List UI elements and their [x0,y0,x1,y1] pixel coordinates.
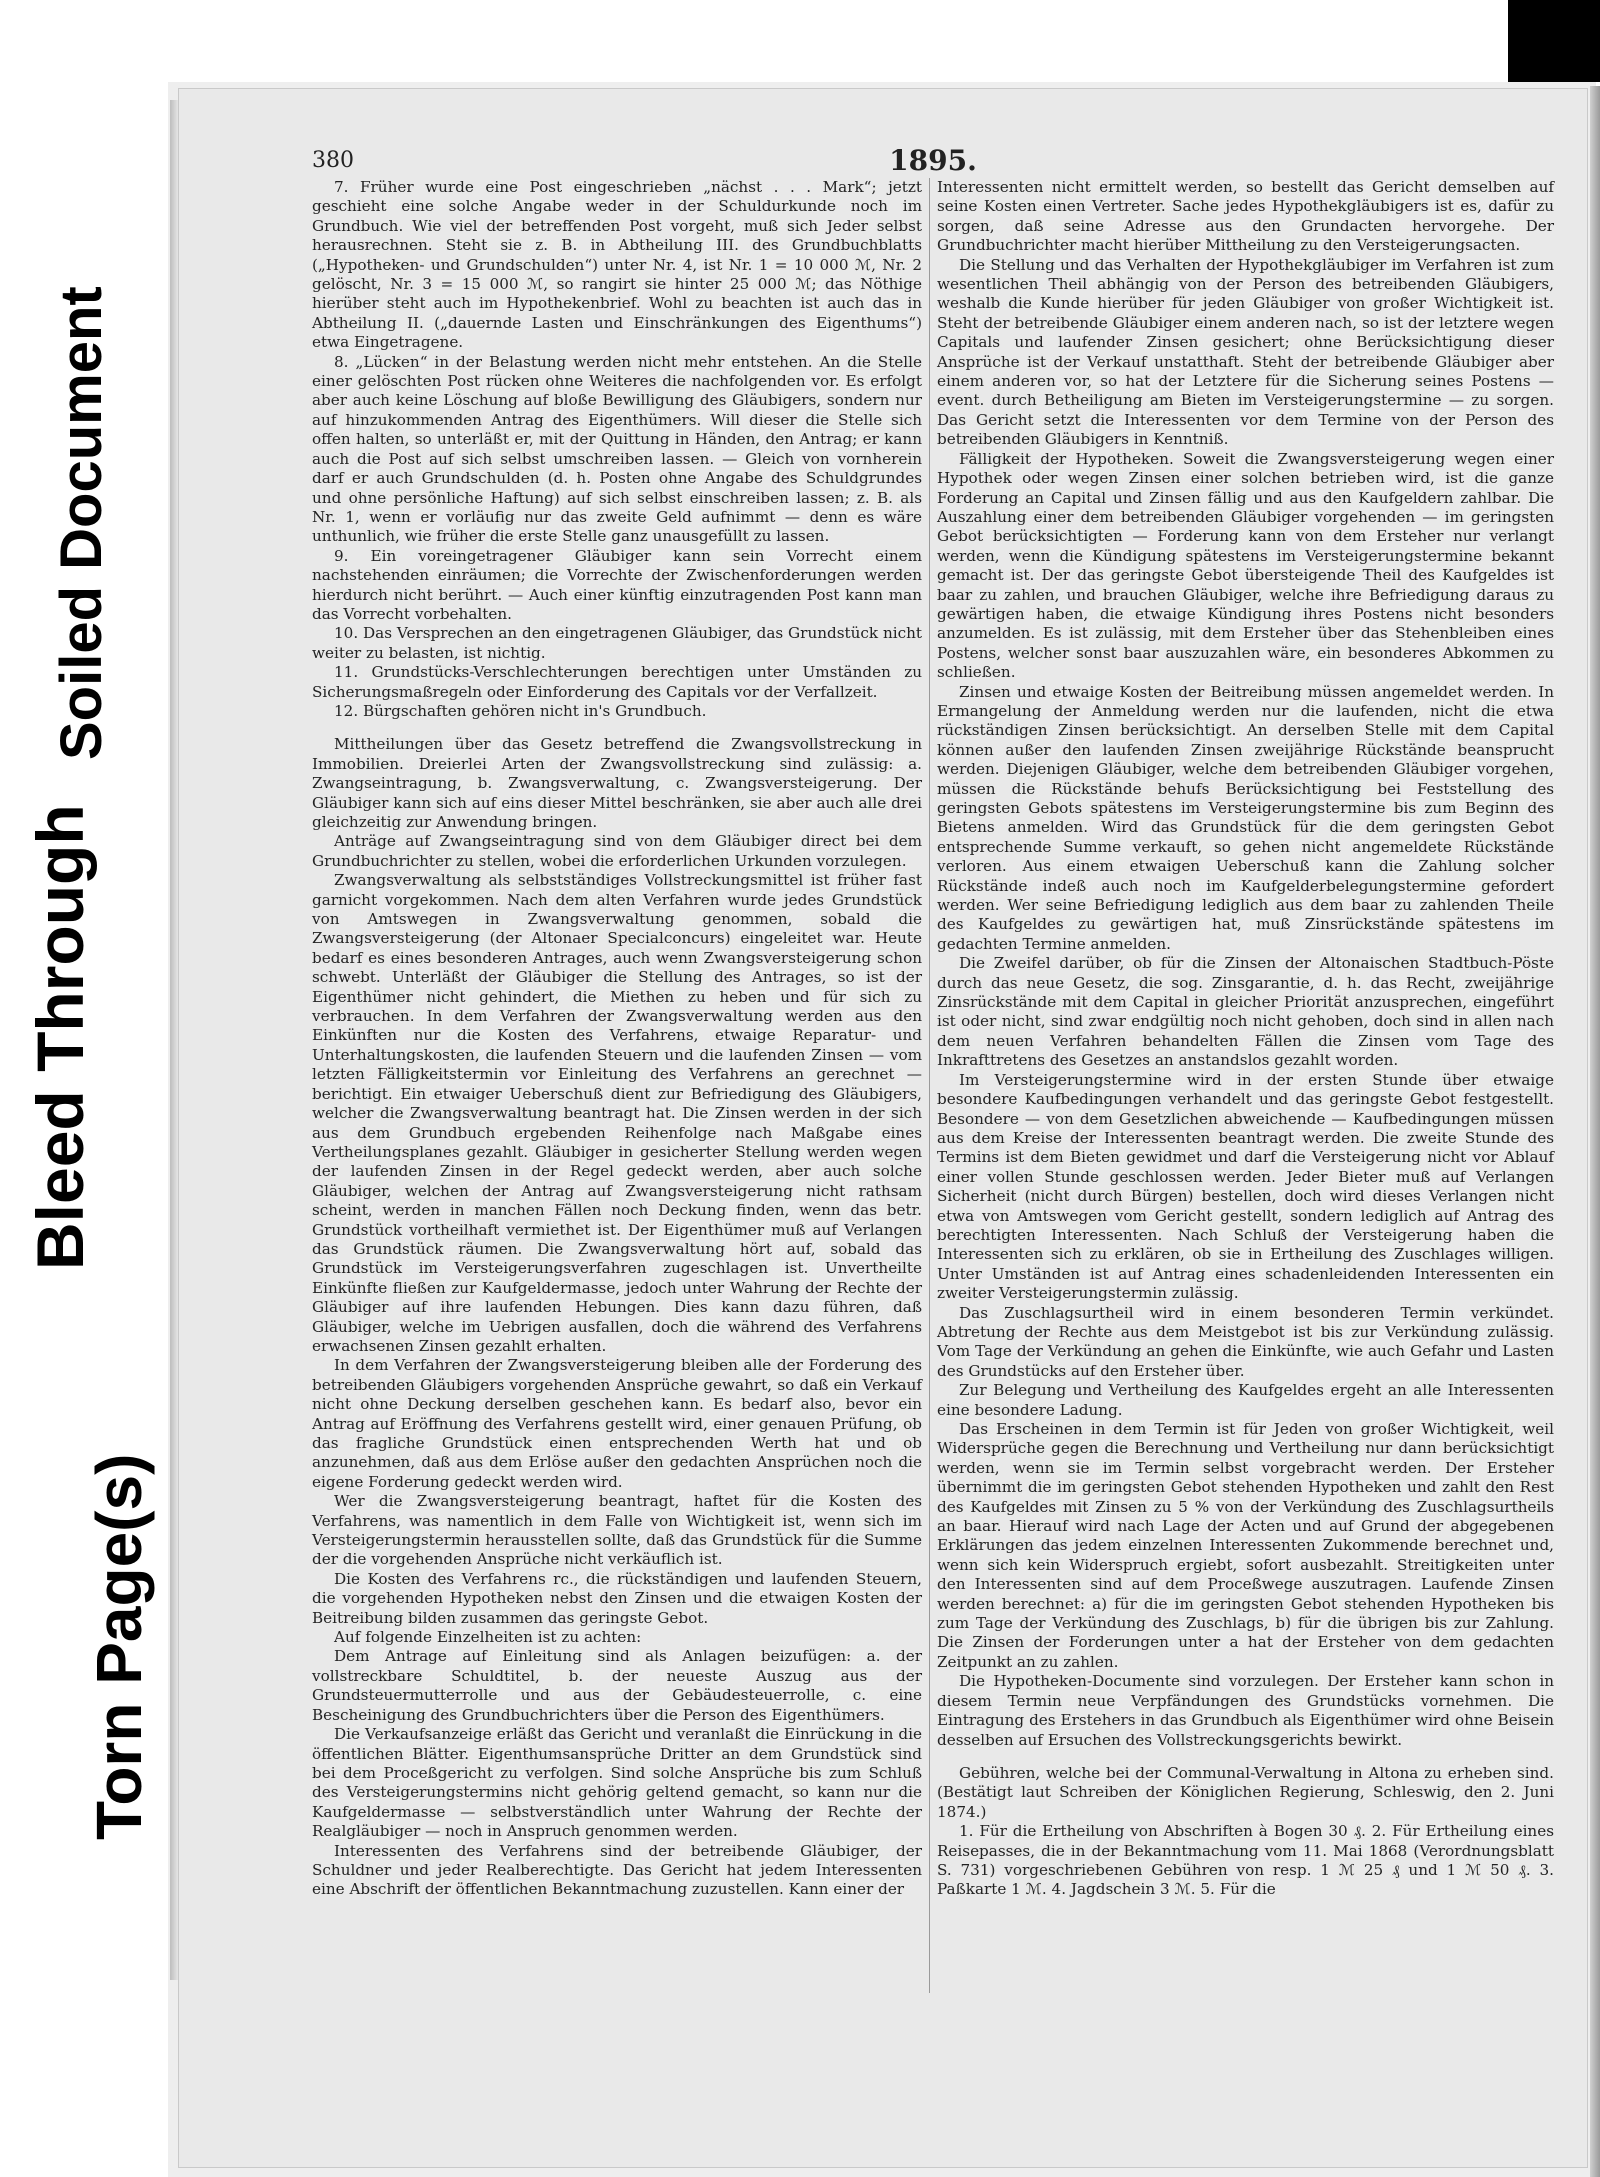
page-header [312,144,1554,178]
column-divider [929,178,930,1993]
paragraph: Anträge auf Zwangseintragung sind von dem Gläubiger direct bei dem Grundbuchrichter zu stellen, wobei die erforderlichen Urkunden vorzulegen. [312,832,922,870]
paragraph: Interessenten des Verfahrens sind der betreibende Gläubiger, der Schuldner und jeder Realberechtigte. Das Gericht hat jedem Interessenten eine Abschrift der öffentlichen Bekanntmachung zuzustellen. Kann einer der [312,1841,922,1899]
paragraph: Die Zweifel darüber, ob für die Zinsen der Altonaischen Stadtbuch-Pöste durch das neue Gesetz, die sog. Zinsgarantie, d. h. das Recht, zweijährige Zinsrückstände mit dem Capital in gleicher Priorität anzusprechen, eingeführt ist oder nicht, sind zwar endgültig noch nicht gehoben, doch sind in allen nach dem neuen Verfahren behandelten Fällen die Zinsen vom Tage des Inkrafttretens des Gesetzes an anstandslos gezahlt worden. [937,954,1554,1070]
paragraph: Die Verkaufsanzeige erläßt das Gericht und veranlaßt die Einrückung in die öffentlichen Blätter. Eigenthumsansprüche Dritter an dem Grundstück sind bei dem Proceßgericht zu verfolgen. Sind solche Ansprüche bis zum Schluß des Versteigerungstermins nicht gehörig geltend gemacht, so kann nur die Kaufgeldermasse — selbstverständlich unter Wahrung der Rechte der Realgläubiger — noch in Anspruch genommen werden. [312,1725,922,1841]
paragraph: 1. Für die Ertheilung von Abschriften à Bogen 30 ₰. 2. Für Ertheilung eines Reisepasses, die in der Bekanntmachung vom 11. Mai 1868 (Verordnungsblatt S. 731) vorgeschriebenen Gebühren von resp. 1 ℳ 25 ₰ und 1 ℳ 50 ₰. 3. Paßkarte 1 ℳ. 4. Jagdschein 3 ℳ. 5. Für die [937,1822,1554,1899]
scan-watermark-column [0,0,170,2177]
paragraph: Fälligkeit der Hypotheken. Soweit die Zwangsversteigerung wegen einer Hypothek oder wegen Zinsen einer solchen betrieben wird, ist die ganze Forderung an Capital und Zinsen fällig und aus den Kaufgeldern zahlbar. Die Auszahlung einer dem betreibenden Gläubiger vorgehenden — im geringsten Gebot berücksichtigten — Forderung kann von dem Ersteher nur verlangt werden, wenn die Kündigung spätestens im Versteigerungstermine bekannt gemacht ist. Der das geringste Gebot übersteigende Theil des Kaufgeldes ist baar zu zahlen, und brauchen Gläubiger, welche ihre Befriedigung daraus zu gewärtigen haben, die etwaige Kündigung ihres Postens nicht besonders anzumelden. Es ist zulässig, mit dem Ersteher über das Stehenbleiben eines Postens, welcher sonst baar auszuzahlen wäre, ein besonderes Abkommen zu schließen. [937,449,1554,682]
paragraph: 11. Grundstücks-Verschlechterungen berechtigen unter Umständen zu Sicherungsmaßregeln oder Einforderung des Capitals vor der Verfallzeit. [312,663,922,701]
soiled-document-label: Soiled Document [49,286,114,760]
paragraph: Zur Belegung und Vertheilung des Kaufgeldes ergeht an alle Interessenten eine besondere Ladung. [937,1381,1554,1419]
right-column [937,178,1554,1900]
scan-corner-block [1508,0,1600,82]
paragraph: 9. Ein voreingetragener Gläubiger kann sein Vorrecht einem nachstehenden einräumen; die Vorrechte der Zwischenforderungen werden hierdurch nicht berührt. — Auch einer künftig einzutragenden Post kann man das Vorrecht vorbehalten. [312,546,922,623]
page-edge-right [1590,86,1600,2177]
paragraph: Zwangsverwaltung als selbstständiges Vollstreckungsmittel ist früher fast garnicht vorgekommen. Nach dem alten Verfahren wurde jedes Grundstück von Amtswegen in Zwangsverwaltung genommen, sobald die Zwangsversteigerung (der Altonaer Specialconcurs) eingeleitet war. Heute bedarf es eines besonderen Antrages, auch wenn Zwangsversteigerung schon schwebt. Unterläßt der Gläubiger die Stellung des Antrages, so ist der Eigenthümer nicht gehindert, die Miethen zu heben und für sich zu verbrauchen. In dem Verfahren der Zwangsverwaltung werden aus den Einkünften nur die Kosten des Verfahrens, etwaige Reparatur- und Unterhaltungskosten, die laufenden Steuern und die laufenden Zinsen — vom letzten Fälligkeitstermin vor Einleitung des Verfahrens an gerechnet — berichtigt. Ein etwaiger Ueberschuß dient zur Befriedigung des Gläubigers, welcher die Zwangsverwaltung beantragt hat. Die Zinsen werden in der sich aus dem Grundbuch ergebenden Reihenfolge nach Maßgabe eines Vertheilungsplanes gezahlt. Gläubiger in gesicherter Stellung werden wegen der laufenden Zinsen in der Regel gedeckt werden, aber auch solche Gläubiger, welchen der Antrag auf Zwangsversteigerung nicht rathsam scheint, werden in manchen Fällen noch Deckung finden, wenn das betr. Grundstück vortheilhaft vermiethet ist. Der Eigenthümer muß auf Verlangen das Grundstück räumen. Die Zwangsverwaltung hört auf, sobald das Grundstück im Versteigerungsverfahren zugeschlagen ist. Unvertheilte Einkünfte fließen zur Kaufgeldermasse, jedoch unter Wahrung der Rechte der Gläubiger auf ihre laufenden Hebungen. Dies kann dazu führen, daß Gläubiger, welche im Uebrigen ausfallen, doch die während des Verfahrens erwachsenen Zinsen gezahlt erhalten. [312,871,922,1355]
bleed-through-label: Bleed Through [23,804,97,1270]
page-edge-left [170,100,178,1980]
paragraph: Im Versteigerungstermine wird in der ersten Stunde über etwaige besondere Kaufbedingungen verhandelt und das geringste Gebot festgestellt. Besondere — von dem Gesetzlichen abweichende — Kaufbedingungen müssen aus dem Kreise der Interessenten beantragt werden. Die zweite Stunde des Termins ist dem Bieten gewidmet und darf die Versteigerung nicht vor Ablauf einer vollen Stunde geschlossen werden. Jeder Bieter muß auf Verlangen Sicherheit (nicht durch Bürgen) bestellen, doch wird dieses Verlangen nicht etwa von Amtswegen vom Gericht gestellt, sondern lediglich auf Antrag des berechtigten Interessenten. Nach Schluß der Versteigerung haben die Interessenten sich zu erklären, ob sie in Ertheilung des Zuschlages willigen. Unter Umständen ist auf Antrag eines schadenleidenden Interessenten ein zweiter Versteigerungstermin zulässig. [937,1070,1554,1303]
page-year-heading: 1895. [889,144,977,177]
left-column [312,178,922,1900]
torn-pages-label: Torn Page(s) [83,1453,155,1840]
paragraph: Die Kosten des Verfahrens rc., die rückständigen und laufenden Steuern, die vorgehenden Hypotheken nebst den Zinsen und die etwaigen Kosten der Beitreibung bilden zusammen das geringste Gebot. [312,1569,922,1627]
paragraph: Wer die Zwangsversteigerung beantragt, haftet für die Kosten des Verfahrens, was namentlich in dem Falle von Wichtigkeit ist, wenn sich im Versteigerungstermin herausstellen sollte, daß das Grundstück für die Summe der die vorgehenden Ansprüche nicht verkäuflich ist. [312,1492,922,1569]
paragraph: Dem Antrage auf Einleitung sind als Anlagen beizufügen: a. der vollstreckbare Schuldtitel, b. der neueste Auszug aus der Grundsteuermutterrolle und aus der Gebäudesteuerrolle, c. eine Bescheinigung des Grundbuchrichters über die Person des Eigenthümers. [312,1647,922,1724]
paragraph: Das Zuschlagsurtheil wird in einem besonderen Termin verkündet. Abtretung der Rechte aus dem Meistgebot ist bis zur Verkündung zulässig. Vom Tage der Verkündung an gehen die Einkünfte, wie auch Gefahr und Lasten des Grundstücks auf den Ersteher über. [937,1303,1554,1380]
paragraph: Auf folgende Einzelheiten ist zu achten: [334,1628,642,1647]
section-zwangsvollstreckung: Mittheilungen über das Gesetz betreffend die Zwangsvollstreckung in Immobilien. Dreierlei Arten der Zwangsvollstreckung sind zulässig: a. Zwangseintragung, b. Zwangsverwaltung, c. Zwangsversteigerung. Der Gläubiger kann sich auf eins dieser Mittel beschränken, sie aber auch alle drei gleichzeitig zur Anwendung bringen. [312,735,922,831]
paragraph: In dem Verfahren der Zwangsversteigerung bleiben alle der Forderung des betreibenden Gläubigers vorgehenden Ansprüche gewahrt, so daß ein Verkauf nicht ohne Deckung derselben geschehen kann. Es bedarf also, bevor ein Antrag auf Eröffnung des Verfahrens gestellt wird, einer genauen Prüfung, ob das fragliche Grundstück einen entsprechenden Werth hat und ob anzunehmen, daß aus dem Erlöse außer den gedachten Ansprüchen noch die eigene Forderung gedeckt werden wird. [312,1356,922,1491]
paragraph: Zinsen und etwaige Kosten der Beitreibung müssen angemeldet werden. In Ermangelung der Anmeldung werden nur die laufenden, nicht die etwa rückständigen Zinsen berücksichtigt. An derselben Stelle mit dem Capital können außer den laufenden Zinsen zweijährige Rückstände beansprucht werden. Diejenigen Gläubiger, welche dem betreibenden Gläubiger vorgehen, müssen die Rückstände behufs Berücksichtigung bei Feststellung des geringsten Gebots spätestens im Versteigerungstermine bis zum Beginn des Bietens anmelden. Wird das Grundstück für die dem geringsten Gebot entsprechende Summe verkauft, so gehen nicht angemeldete Rückstände verloren. Aus einem etwaigen Ueberschuß kann die Zahlung solcher Rückstände indeß auch noch im Kaufgelderbelegungstermine gefordert werden. Wer seine Befriedigung lediglich aus dem baar zu zahlenden Theile des Kaufgeldes zu gewärtigen hat, muß Zinsrückstände spätestens im gedachten Termine anmelden. [937,682,1554,953]
paragraph: Die Hypotheken-Documente sind vorzulegen. Der Ersteher kann schon in diesem Termin neue Verpfändungen des Grundstücks vornehmen. Die Eintragung des Erstehers in das Grundbuch als Eigenthümer wird ohne Beisein desselben auf Ersuchen des Vollstreckungsgerichts bewirkt. [937,1672,1554,1749]
paragraph: 8. „Lücken“ in der Belastung werden nicht mehr entstehen. An die Stelle einer gelöschten Post rücken ohne Weiteres die nachfolgenden vor. Es erfolgt aber auch keine Löschung auf bloße Bewilligung des Gläubigers, sondern nur auf hinzukommenden Antrag des Eigenthümers. Will dieser die Stelle sich offen halten, so unterläßt er, mit der Quittung in Händen, den Antrag; er kann auch die Post auf sich selbst umschreiben lassen. — Gleich von vornherein darf er auch Grundschulden (d. h. Posten ohne Angabe des Schuldgrundes und ohne persönliche Haftung) auf sich selbst einschreiben lassen; z. B. als Nr. 1, wenn er vorläufig nur das zweite Geld aufnimmt — denn es wäre unthunlich, wie früher die erste Stelle ganz unausgefüllt zu lassen. [312,352,922,546]
paragraph: 10. Das Versprechen an den eingetragenen Gläubiger, das Grundstück nicht weiter zu belasten, ist nichtig. [312,624,922,662]
paragraph: Interessenten nicht ermittelt werden, so bestellt das Gericht demselben auf seine Kosten einen Vertreter. Sache jedes Hypothekgläubigers ist es, dafür zu sorgen, daß seine Adresse aus den Grundacten hervorgehe. Der Grundbuchrichter macht hierüber Mittheilung zu den Versteigerungsacten. [937,178,1554,255]
paragraph: Das Erscheinen in dem Termin ist für Jeden von großer Wichtigkeit, weil Widersprüche gegen die Berechnung und Vertheilung nur dann berücksichtigt werden, wenn sie im Termin selbst vorgebracht werden. Der Ersteher übernimmt die im geringsten Gebot stehenden Hypotheken und zahlt den Rest des Kaufgeldes mit Zinsen zu 5 % von der Verkündung des Zuschlagsurtheils an baar. Hierauf wird nach Lage der Acten und auf Grund der abgegebenen Erklärungen das jedem einzelnen Interessenten Zukommende berechnet und, wenn sich kein Widerspruch ergiebt, sofort ausbezahlt. Streitigkeiten unter den Interessenten sind auf dem Proceßwege auszutragen. Laufende Zinsen werden berechnet: a) für die im geringsten Gebot stehenden Hypotheken bis zum Tage der Verkündung des Zuschlags, b) für die übrigen bis zur Zahlung. Die Zinsen der Forderungen unter a hat der Ersteher von dem gedachten Zeitpunkt an zu zahlen. [937,1420,1554,1671]
paragraph: 7. Früher wurde eine Post eingeschrieben „nächst . . . Mark“; jetzt geschieht eine solche Angabe weder in der Schuldurkunde noch im Grundbuch. Wie viel der betreffenden Post vorgeht, muß sich Jeder selbst herausrechnen. Steht sie z. B. in Abtheilung III. des Grundbuchblatts („Hypotheken- und Grundschulden“) unter Nr. 4, ist Nr. 1 = 10 000 ℳ, Nr. 2 gelöscht, Nr. 3 = 15 000 ℳ, so rangirt sie hinter 25 000 ℳ; das Nöthige hierüber steht auch im Hypothekenbrief. Wohl zu beachten ist auch das in Abtheilung II. („dauernde Lasten und Einschränkungen des Eigenthums“) etwa Eingetragene. [312,178,922,352]
paragraph: Die Stellung und das Verhalten der Hypothekgläubiger im Verfahren ist zum wesentlichen Theil abhängig von der Person des betreibenden Gläubigers, weshalb die Kunde hierüber für jeden Gläubiger von großer Wichtigkeit ist. Steht der betreibende Gläubiger einem anderen nach, so ist der letztere wegen Capitals und laufender Zinsen gesichert; ohne Berücksichtigung dieser Ansprüche ist der Verkauf unstatthaft. Steht der betreibende Gläubiger aber einem anderen vor, so hat der Letztere für die Sicherung seines Postens — event. durch Betheiligung am Bieten im Versteigerungstermine — zu sorgen. Das Gericht setzt die Interessenten vor dem Termine von der Person des betreibenden Gläubigers in Kenntniß. [937,255,1554,449]
page-number: 380 [312,148,354,173]
section-gebuehren: Gebühren, welche bei der Communal-Verwaltung in Altona zu erheben sind. (Bestätigt laut Schreiben der Königlichen Regierung, Schleswig, den 2. Juni 1874.) [937,1763,1554,1821]
paragraph: 12. Bürgschaften gehören nicht in's Grundbuch. [334,701,707,720]
